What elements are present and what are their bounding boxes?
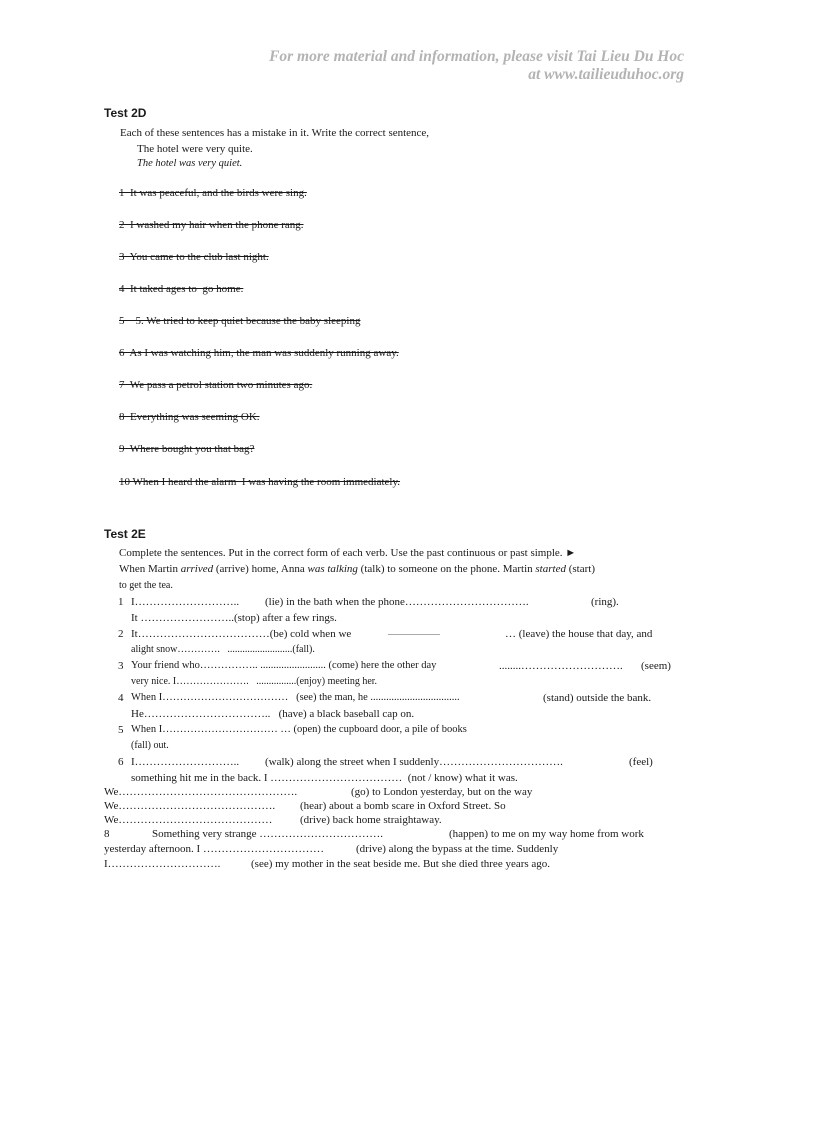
watermark-line-1: For more material and information, please visit Tai Lieu Du Hoc (269, 48, 684, 65)
test-2d-example: The hotel were very quite. (137, 143, 253, 155)
item-3-blank-b: ........………………………. (499, 660, 623, 672)
item-8-text-b: (happen) to me on my way home from work (449, 828, 644, 840)
item-5-line-2: (fall) out. (131, 740, 169, 751)
item-8-text-c: yesterday afternoon. I …………………………… (104, 843, 324, 855)
item-3-number: 3 (118, 660, 124, 672)
item-4-number: 4 (118, 692, 124, 704)
example-answer-was-talking: was talking (307, 563, 358, 575)
example-part: (arrive) home, Anna (213, 563, 308, 575)
item-6-text-b: (walk) along the street when I suddenly……………………………. (265, 756, 563, 768)
example-answer-started: started (535, 563, 566, 575)
example-part: (talk) to someone on the phone. Martin (357, 563, 536, 575)
item-2-number: 2 (118, 628, 124, 640)
item-4-line-2: He…………………………….. (have) a black baseball cap on. (131, 708, 415, 720)
watermark-line-2: at www.tailieuduhoc.org (528, 66, 684, 83)
item-7-text-b: (go) to London yesterday, but on the way (351, 786, 533, 798)
item-1-blank-a: I……………………….. (131, 596, 240, 608)
test-2d-instruction: Each of these sentences has a mistake in it. Write the correct sentence, (120, 127, 430, 139)
test-2d-item-3: 3 You came to the club last night. (119, 251, 269, 263)
item-3-text-c: (seem) (641, 660, 671, 672)
example-answer-arrived: arrived (180, 563, 214, 575)
item-5-number: 5 (118, 724, 124, 736)
example-part: When Martin (119, 563, 181, 575)
test-2e-example-line-2: to get the tea. (119, 580, 173, 591)
test-2d-item-9: 9 Where bought you that bag? (119, 443, 255, 455)
item-8-text-a: Something very strange ……………………………. (152, 828, 383, 840)
item-2-blank-b: .......................... (388, 628, 440, 637)
test-2d-item-5: 5 5. We tried to keep quiet because the baby sleeping (119, 315, 361, 327)
test-2d-item-4: 4 It taked ages to go home. (119, 283, 244, 295)
item-7-blank-c: We……………………………………. (104, 800, 276, 812)
item-6-number: 6 (118, 756, 124, 768)
item-1-text-b: (lie) in the bath when the phone……………………………. (265, 596, 529, 608)
test-2d-item-1: 1 It was peaceful, and the birds were sing. (119, 187, 307, 199)
item-8-blank-e: I…………………………. (104, 858, 221, 870)
item-7-blank-a: We…………………………………………. (104, 786, 298, 798)
test-2d-item-6: 6 As I was watching him, the man was suddenly running away. (119, 347, 399, 359)
item-6-blank-a: I……………………….. (131, 756, 240, 768)
item-8-number: 8 (104, 828, 110, 840)
item-1-text-c: (ring). (591, 596, 619, 608)
item-2-text-c: … (leave) the house that day, and (505, 628, 653, 640)
item-4-text-a: When I……………………………… (see) the man, he .................................. (131, 692, 460, 703)
item-3-text-a: Your friend who…………….. ......................... (come) here the other day (131, 660, 437, 671)
test-2e-example (119, 563, 595, 575)
item-6-text-c: (feel) (629, 756, 653, 768)
example-part: (start) (565, 563, 595, 575)
test-2d-item-7: 7 We pass a petrol station two minutes ago. (119, 379, 313, 391)
item-6-line-2: something hit me in the back. I ……………………………… (not / know) what it was. (131, 772, 518, 784)
test-2e-instruction: Complete the sentences. Put in the correct form of each verb. Use the past continuous or past simple. ► (119, 547, 577, 559)
watermark (269, 48, 684, 84)
item-8-text-f: (see) my mother in the seat beside me. But she died three years ago. (251, 858, 551, 870)
item-1-number: 1 (118, 596, 124, 608)
item-5-text-a: When I…………………………… … (open) the cupboard door, a pile of books (131, 724, 467, 735)
test-2d-item-10: 10 When I heard the alarm I was having the room immediately. (119, 476, 401, 488)
item-2-text-a: It………………………………(be) cold when we (131, 628, 352, 640)
item-2-line-2: alight snow…………. ..........................(fall). (131, 644, 315, 655)
test-2d-item-2: 2 I washed my hair when the phone rang. (119, 219, 304, 231)
item-3-line-2: very nice. I…………………. ................(enjoy) meeting her. (131, 676, 378, 687)
item-4-text-b: (stand) outside the bank. (543, 692, 652, 704)
item-7-text-d: (hear) about a bomb scare in Oxford Street. So (300, 800, 506, 812)
item-8-text-d: (drive) along the bypass at the time. Suddenly (356, 843, 559, 855)
test-2d-example-answer: The hotel was very quiet. (137, 158, 243, 169)
item-1-line-2: It ……………………..(stop) after a few rings. (131, 612, 337, 624)
item-7-blank-e: We…………………………………… (104, 814, 273, 826)
item-7-text-f: (drive) back home straightaway. (300, 814, 442, 826)
test-2e-title: Test 2E (104, 527, 146, 541)
test-2d-item-8: 8 Everything was seeming OK. (119, 411, 260, 423)
test-2d-title: Test 2D (104, 106, 147, 120)
